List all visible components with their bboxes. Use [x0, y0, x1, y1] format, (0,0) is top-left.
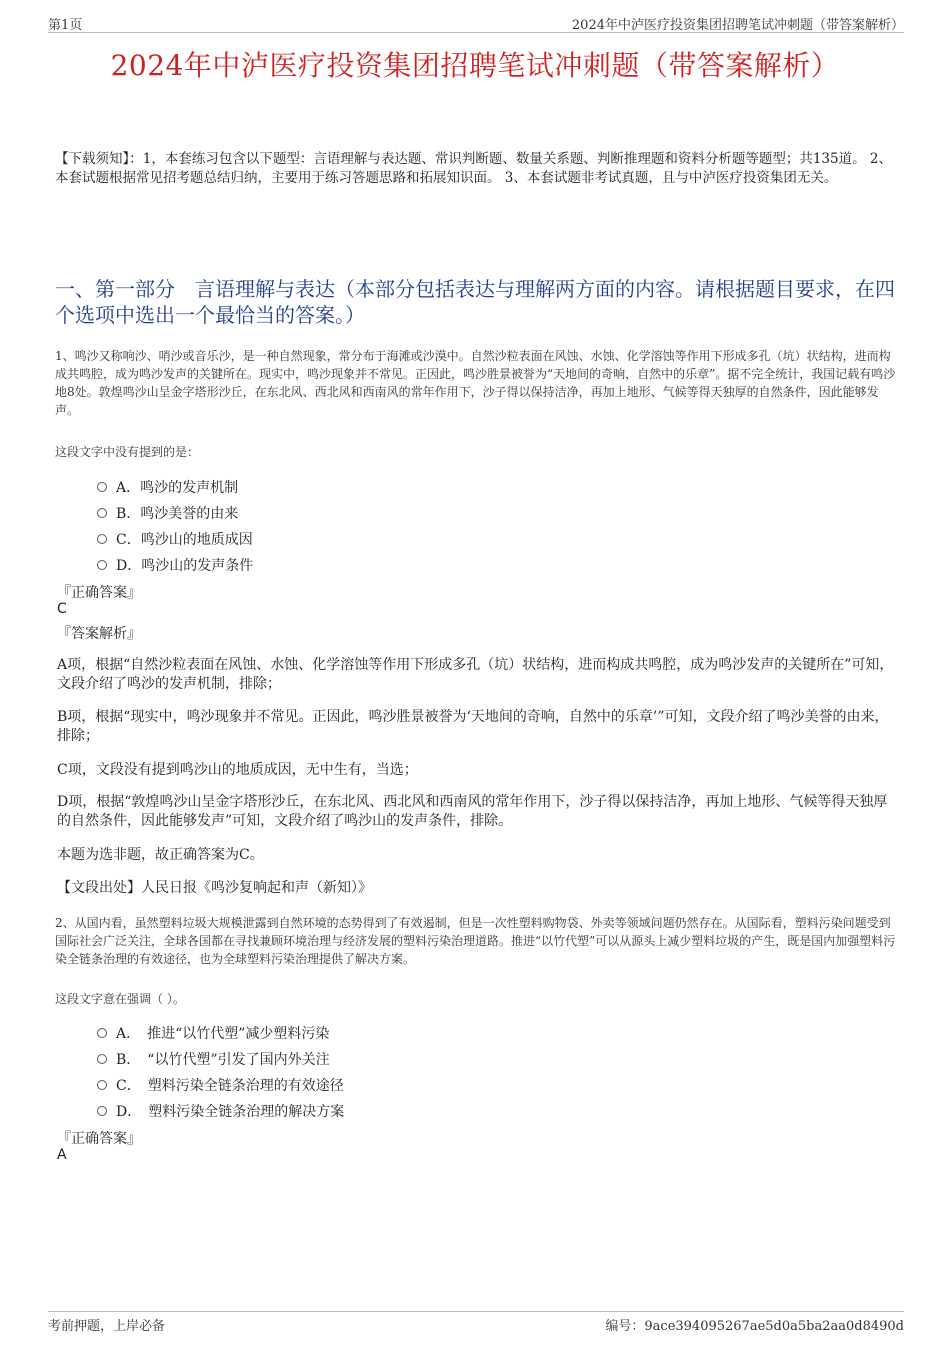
question-2-option-d[interactable]	[97, 1101, 344, 1121]
page-footer	[48, 1311, 904, 1336]
option-label: B． “以竹代塑”引发了国内外关注	[116, 1052, 330, 1068]
radio-icon[interactable]	[97, 1080, 107, 1090]
question-2-answer: A	[57, 1147, 67, 1163]
page-number: 第1页	[48, 18, 83, 33]
question-1-option-a[interactable]	[97, 477, 238, 497]
question-1-answer-label: 『正确答案』	[57, 585, 141, 601]
radio-icon[interactable]	[97, 508, 107, 518]
analysis-paragraph: C项，文段没有提到鸣沙山的地质成因，无中生有，当选；	[57, 762, 418, 778]
page-header	[48, 12, 904, 33]
page-title: 2024年中泸医疗投资集团招聘笔试冲刺题（带答案解析）	[110, 49, 840, 82]
question-2-prompt: 这段文字意在强调（ ）。	[55, 992, 185, 1006]
question-2-option-b[interactable]	[97, 1049, 330, 1069]
question-1-option-d[interactable]	[97, 555, 253, 575]
option-label: A．鸣沙的发声机制	[116, 480, 239, 496]
radio-icon[interactable]	[97, 1028, 107, 1038]
question-1-answer: C	[57, 601, 67, 617]
radio-icon[interactable]	[97, 534, 107, 544]
footer-doc-id: 编号：9ace394095267ae5d0a5ba2aa0d8490d	[605, 1319, 904, 1334]
radio-icon[interactable]	[97, 560, 107, 570]
analysis-paragraph: A项，根据“自然沙粒表面在风蚀、水蚀、化学溶蚀等作用下形成多孔（坑）状结构，进而构成共鸣腔，成为鸣沙发声的关键所在”可知，文段介绍了鸣沙的发声机制，排除；	[57, 657, 894, 692]
question-1-option-b[interactable]	[97, 503, 238, 523]
question-2-answer-label: 『正确答案』	[57, 1131, 141, 1147]
option-label: C． 塑料污染全链条治理的有效途径	[116, 1078, 344, 1094]
header-doc-title: 2024年中泸医疗投资集团招聘笔试冲刺题（带答案解析）	[571, 18, 904, 33]
option-label: A． 推进“以竹代塑”减少塑料污染	[116, 1026, 330, 1042]
question-2-option-c[interactable]	[97, 1075, 344, 1095]
option-label: D． 塑料污染全链条治理的解决方案	[116, 1104, 345, 1120]
option-label: B．鸣沙美誉的由来	[116, 506, 239, 522]
question-1-stem: 1、鸣沙又称响沙、哨沙或音乐沙，是一种自然现象，常分布于海滩或沙漠中。自然沙粒表面在风蚀、水蚀、化学溶蚀等作用下形成多孔（坑）状结构，进而构成共鸣腔，成为鸣沙发声的关键所在。现实中，鸣沙现象并不常见。正因此，鸣沙胜景被誉为“天地间的奇响，自然中的乐章”。据不完全统计，我国记载有鸣沙地8处。敦煌鸣沙山呈金字塔形沙丘，在东北风、西北风和西南风的常年作用下，沙子得以保持洁净，再加上地形、气候等得天独厚的自然条件，因此能够发声。	[55, 349, 896, 417]
question-1-analysis-label: 『答案解析』	[57, 626, 141, 642]
radio-icon[interactable]	[97, 1054, 107, 1064]
option-label: D．鸣沙山的发声条件	[116, 558, 254, 574]
question-2-option-a[interactable]	[97, 1023, 329, 1043]
analysis-paragraph: B项，根据“现实中，鸣沙现象并不常见。正因此，鸣沙胜景被誉为‘天地间的奇响，自然中的乐章’”可知，文段介绍了鸣沙美誉的由来，排除；	[57, 709, 889, 744]
download-notice: 【下载须知】：1，本套练习包含以下题型：言语理解与表达题、常识判断题、数量关系题、判断推理题和资料分析题等题型；共135道。 2、本套试题根据常见招考题总结归纳，主要用于练习答题思路和拓展知识面。 3、本套试题非考试真题，且与中泸医疗投资集团无关。	[55, 151, 892, 186]
radio-icon[interactable]	[97, 482, 107, 492]
analysis-source: 【文段出处】人民日报《鸣沙复响起和声（新知）》	[57, 880, 372, 896]
footer-slogan: 考前押题，上岸必备	[48, 1319, 166, 1334]
question-2-stem: 2、从国内看，虽然塑料垃圾大规模泄露到自然环境的态势得到了有效遏制，但是一次性塑料购物袋、外卖等领域问题仍然存在。从国际看，塑料污染问题受到国际社会广泛关注，全球各国都在寻找兼顾环境治理与经济发展的塑料污染治理道路。推进“以竹代塑”可以从源头上减少塑料垃圾的产生，既是国内加强塑料污染全链条治理的有效途径，也为全球塑料污染治理提供了解决方案。	[55, 916, 896, 966]
section-title: 一、第一部分 言语理解与表达（本部分包括表达与理解两方面的内容。请根据题目要求，在四个选项中选出一个最恰当的答案。）	[55, 277, 895, 327]
analysis-conclusion: 本题为选非题，故正确答案为C。	[57, 847, 264, 863]
question-1-prompt: 这段文字中没有提到的是：	[55, 445, 200, 459]
radio-icon[interactable]	[97, 1106, 107, 1116]
option-label: C．鸣沙山的地质成因	[116, 532, 253, 548]
analysis-paragraph: D项，根据“敦煌鸣沙山呈金字塔形沙丘，在东北风、西北风和西南风的常年作用下，沙子得以保持洁净，再加上地形、气候等得天独厚的自然条件，因此能够发声”可知，文段介绍了鸣沙山的发声条件，排除。	[57, 794, 888, 829]
question-1-option-c[interactable]	[97, 529, 253, 549]
